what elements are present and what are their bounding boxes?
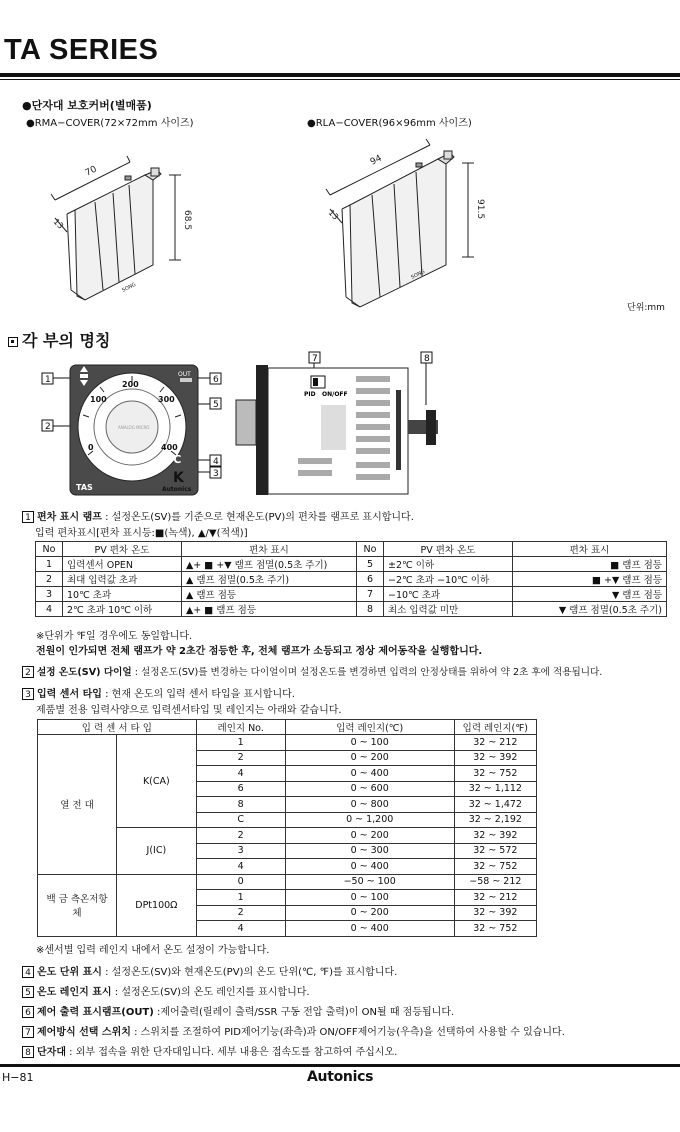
cell: 최대 입력값 초과 — [63, 572, 182, 587]
cell: 7 — [357, 587, 384, 602]
cell: −50 ~ 100 — [285, 874, 454, 890]
out-lamp-label: OUT — [178, 371, 191, 378]
cell: 0 ~ 100 — [285, 735, 454, 751]
cell: ■ +▼ 램프 점등 — [513, 572, 667, 587]
cell: ▲ 램프 점등 — [182, 587, 357, 602]
item8-title: 단자대 — [37, 1047, 66, 1058]
item2-title: 설정 온도(SV) 다이얼 — [37, 667, 132, 678]
parts-title-text: 각 부의 명칭 — [22, 331, 111, 350]
item3-subdesc: 제품별 전용 입력사양으로 입력센서타입 및 레인지는 아래와 같습니다. — [36, 705, 342, 716]
cell: −58 ~ 212 — [454, 874, 536, 890]
rla-cover-label: ●RLA−COVER(96×96mm 사이즈) — [307, 118, 472, 129]
cell: C — [196, 812, 285, 828]
col-pv-1: PV 편차 온도 — [63, 542, 182, 557]
cell: 0 ~ 400 — [285, 859, 454, 875]
item2-line — [22, 664, 602, 678]
sensor-type-label: K — [173, 470, 184, 486]
group-rtd: 백 금 측온저항체 — [38, 874, 117, 936]
dial-tick-0: 0 — [88, 443, 94, 452]
cell: 0 ~ 100 — [285, 890, 454, 906]
dial-tick-400: 400 — [161, 443, 178, 452]
rma-cover-label: ●RMA−COVER(72×72mm 사이즈) — [26, 118, 194, 129]
type-dpt100: DPt100Ω — [117, 874, 197, 936]
col-no-1: No — [36, 542, 63, 557]
item4-desc: : 설정온도(SV)와 현재온도(PV)의 온도 단위(℃, ℉)를 표시합니다. — [101, 967, 398, 978]
callout-7: 7 — [312, 354, 318, 364]
page-number: H−81 — [2, 1071, 34, 1084]
cell: 32 ~ 212 — [454, 890, 536, 906]
cell: 32 ~ 392 — [454, 828, 536, 844]
item1-subdesc: 입력 편차표시[편차 표시등:■(녹색), ▲/▼(적색)] — [35, 528, 248, 539]
header-rule-thin — [0, 79, 680, 80]
cell: 10℃ 초과 — [63, 587, 182, 602]
item5-number: 5 — [22, 986, 34, 998]
cell: −2℃ 초과 −10℃ 이하 — [384, 572, 513, 587]
unit-celsius-label: ℃ — [168, 453, 182, 466]
item3-line — [22, 685, 295, 700]
cell: 6 — [196, 781, 285, 797]
item3-title: 입력 센서 타입 — [37, 689, 102, 700]
footer-brand-logo: Autonics — [307, 1069, 374, 1085]
type-k: K(CA) — [117, 735, 197, 828]
model-label: TAS — [76, 483, 93, 492]
item8-number: 8 — [22, 1046, 34, 1058]
rla-dim-width: 94 — [368, 153, 384, 168]
rma-cover-drawing — [45, 140, 195, 305]
callout-1: 1 — [45, 375, 51, 385]
item5-title: 온도 레인지 표시 — [37, 987, 112, 998]
cover-section-label: ●단자대 보호커버(별매품) — [22, 99, 152, 112]
item1-desc: : 설정온도(SV)를 기준으로 현재온도(PV)의 편차를 램프로 표시합니다. — [101, 512, 414, 523]
item1-title: 편차 표시 램프 — [37, 512, 102, 523]
table-row — [38, 874, 537, 890]
item3-number: 3 — [22, 688, 34, 700]
item6-desc: :제어출력(릴레이 출력/SSR 구동 전압 출력)이 ON될 때 점등됩니다. — [153, 1007, 455, 1018]
switch-onoff-label: ON/OFF — [322, 391, 348, 398]
callout-8: 8 — [424, 354, 430, 364]
cell: 5 — [357, 557, 384, 572]
cell: ▲+ ■ 램프 점등 — [182, 602, 357, 617]
group-thermocouple: 열 전 대 — [38, 735, 117, 875]
cell: 4 — [196, 766, 285, 782]
col-range-f: 입력 레인지(℉) — [454, 720, 536, 735]
item6-line — [22, 1003, 454, 1018]
item5-desc: : 설정온도(SV)의 온도 레인지를 표시합니다. — [111, 987, 310, 998]
col-sensor-type: 입 력 센 서 타 입 — [38, 720, 197, 735]
type-j: J(IC) — [117, 828, 197, 875]
square-bullet-icon — [8, 337, 18, 347]
cell: 32 ~ 1,112 — [454, 781, 536, 797]
callout-4: 4 — [213, 457, 219, 467]
cell: 0 ~ 200 — [285, 828, 454, 844]
cell: 2 — [36, 572, 63, 587]
cell: 2 — [196, 750, 285, 766]
switch-pid-label: PID — [304, 391, 316, 398]
table-row — [36, 602, 667, 617]
cell: 8 — [357, 602, 384, 617]
item1-number: 1 — [22, 511, 34, 523]
cell: 3 — [196, 843, 285, 859]
rla-cover-drawing — [320, 135, 485, 315]
cell: 1 — [196, 890, 285, 906]
page-title: TA SERIES — [4, 34, 159, 66]
cell: 2 — [196, 828, 285, 844]
dial-center-text: ANALOG MICRO — [118, 425, 150, 430]
item8-line — [22, 1043, 397, 1058]
cell: ±2℃ 이하 — [384, 557, 513, 572]
side-view-diagram — [226, 350, 466, 500]
cell: 1 — [196, 735, 285, 751]
cell: 0 ~ 400 — [285, 921, 454, 937]
footer-rule — [0, 1064, 680, 1067]
unit-label: 단위:mm — [627, 303, 665, 313]
callout-5: 5 — [213, 400, 219, 410]
callout-2: 2 — [45, 422, 51, 432]
cell: 32 ~ 392 — [454, 750, 536, 766]
table-row — [36, 557, 667, 572]
dial-tick-200: 200 — [122, 380, 139, 389]
cell: 32 ~ 752 — [454, 921, 536, 937]
col-disp-2: 편차 표시 — [513, 542, 667, 557]
cell: 32 ~ 2,192 — [454, 812, 536, 828]
item1-note: ※단위가 ℉일 경우에도 동일합니다. — [36, 631, 193, 642]
callout-3: 3 — [213, 469, 219, 479]
dial-off-label: OFF — [104, 464, 118, 472]
front-panel-diagram — [40, 360, 240, 505]
item7-line — [22, 1023, 565, 1038]
rma-dim-height: 68.5 — [182, 210, 192, 231]
dial-tick-100: 100 — [90, 395, 107, 404]
item7-number: 7 — [22, 1026, 34, 1038]
cell: 2 — [196, 905, 285, 921]
item4-number: 4 — [22, 966, 34, 978]
cell: 32 ~ 752 — [454, 859, 536, 875]
rla-dim-height: 91.5 — [475, 199, 485, 220]
table-row — [36, 572, 667, 587]
cell: ▼ 램프 점멸(0.5초 주기) — [513, 602, 667, 617]
cell: 6 — [357, 572, 384, 587]
cell: 0 ~ 300 — [285, 843, 454, 859]
item5-line — [22, 983, 310, 998]
rma-dim-width: 70 — [83, 164, 99, 179]
cell: ■ 램프 점등 — [513, 557, 667, 572]
cell: ▲+ ■ +▼ 램프 점멸(0.5초 주기) — [182, 557, 357, 572]
item1-bold-note: 전원이 인가되면 전체 램프가 약 2초간 점등한 후, 전체 램프가 소등되고 정상 제어동작을 실행합니다. — [36, 646, 483, 657]
cell: 4 — [196, 921, 285, 937]
cell: 0 ~ 1,200 — [285, 812, 454, 828]
cell: 0 ~ 800 — [285, 797, 454, 813]
cell: 0 ~ 200 — [285, 905, 454, 921]
callout-6: 6 — [213, 375, 219, 385]
cell: 2℃ 초과 10℃ 이하 — [63, 602, 182, 617]
item6-title: 제어 출력 표시램프(OUT) — [37, 1007, 154, 1018]
item3-note: ※센서별 입력 레인지 내에서 온도 설정이 가능합니다. — [36, 945, 270, 956]
cell: −10℃ 초과 — [384, 587, 513, 602]
item6-number: 6 — [22, 1006, 34, 1018]
col-no-2: No — [357, 542, 384, 557]
deviation-table — [35, 541, 667, 617]
item4-line — [22, 963, 397, 978]
col-disp-1: 편차 표시 — [182, 542, 357, 557]
col-pv-2: PV 편차 온도 — [384, 542, 513, 557]
cell: 32 ~ 212 — [454, 735, 536, 751]
cell: 32 ~ 572 — [454, 843, 536, 859]
rma-dim-depth: 13 — [51, 217, 66, 231]
col-range-no: 레인지 No. — [196, 720, 285, 735]
range-table-header — [38, 720, 537, 735]
cell: 최소 입력값 미만 — [384, 602, 513, 617]
front-brand-logo: Autonics — [162, 486, 192, 493]
cell: 4 — [36, 602, 63, 617]
cell: ▼ 램프 점등 — [513, 587, 667, 602]
sensor-range-table — [37, 719, 537, 937]
cell: 32 ~ 1,472 — [454, 797, 536, 813]
cell: 0 ~ 200 — [285, 750, 454, 766]
item4-title: 온도 단위 표시 — [37, 967, 102, 978]
deviation-table-header — [36, 542, 667, 557]
rla-dim-depth: 13 — [326, 208, 341, 222]
parts-section-title — [8, 328, 110, 351]
item7-title: 제어방식 선택 스위치 — [37, 1027, 131, 1038]
item2-desc: : 설정온도(SV)를 변경하는 다이얼이며 설정온도를 변경하면 입력의 안정상태를 위하여 약 2초 후에 적용됩니다. — [131, 667, 603, 678]
cell: 0 ~ 400 — [285, 766, 454, 782]
item7-desc: : 스위치를 조절하여 PID제어기능(좌측)과 ON/OFF제어기능(우측)을 선택하여 사용할 수 있습니다. — [130, 1027, 565, 1038]
table-row — [38, 735, 537, 751]
cell: 32 ~ 392 — [454, 905, 536, 921]
cell: 1 — [36, 557, 63, 572]
item1-heading — [22, 508, 414, 523]
dial-tick-300: 300 — [158, 395, 175, 404]
item3-desc: : 현재 온도의 입력 센서 타입을 표시합니다. — [101, 689, 295, 700]
cell: 8 — [196, 797, 285, 813]
cell: 32 ~ 752 — [454, 766, 536, 782]
rma-brand-mark: SONG — [121, 281, 138, 294]
cell: 입력센서 OPEN — [63, 557, 182, 572]
cell: ▲ 램프 점멸(0.5초 주기) — [182, 572, 357, 587]
cell: 0 ~ 600 — [285, 781, 454, 797]
rla-brand-mark: SONG — [410, 268, 427, 281]
cell: 3 — [36, 587, 63, 602]
item2-number: 2 — [22, 666, 34, 678]
cell: 4 — [196, 859, 285, 875]
col-range-c: 입력 레인지(℃) — [285, 720, 454, 735]
item8-desc: : 외부 접속을 위한 단자대입니다. 세부 내용은 접속도를 참고하여 주십시오. — [65, 1047, 398, 1058]
cell: 0 — [196, 874, 285, 890]
header-rule — [0, 73, 680, 77]
table-row — [36, 587, 667, 602]
